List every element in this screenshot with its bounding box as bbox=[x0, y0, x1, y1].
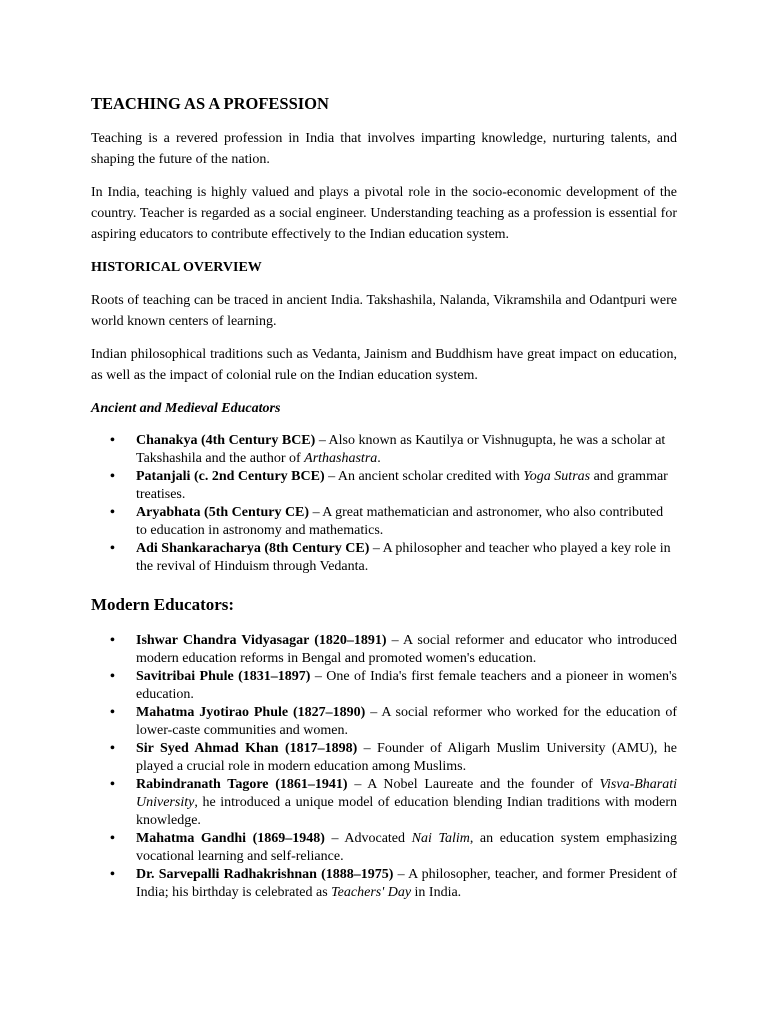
educator-work-title: Nai Talim bbox=[411, 831, 470, 846]
educator-work-title: Visva-Bharati University bbox=[136, 777, 678, 810]
educator-description-end: , he introduced a unique model of education blending Indian traditions with modern knowledge. bbox=[136, 795, 677, 828]
educator-description: – Advocated bbox=[324, 831, 412, 846]
ancient-educators-heading: Ancient and Medieval Educators bbox=[91, 401, 281, 416]
bullet-icon: • bbox=[110, 469, 115, 484]
list-item bbox=[110, 830, 677, 866]
list-item bbox=[110, 866, 677, 902]
educator-name: Mahatma Jyotirao Phule (1827–1890) bbox=[136, 705, 366, 720]
bullet-icon: • bbox=[110, 669, 115, 684]
bullet-icon: • bbox=[110, 741, 115, 756]
historical-paragraph-1: Roots of teaching can be traced in ancient India. Takshashila, Nalanda, Vikramshila and Odantpuri were world known centers of learning. bbox=[91, 293, 677, 329]
educator-name: Chanakya (4th Century BCE) bbox=[136, 433, 316, 448]
educator-description: – A social reformer who worked for the education of lower-caste communities and women. bbox=[136, 705, 677, 738]
list-item bbox=[110, 540, 677, 576]
list-item bbox=[110, 704, 677, 740]
bullet-icon: • bbox=[110, 633, 115, 648]
list-item bbox=[110, 740, 677, 776]
ancient-educators-list bbox=[110, 432, 677, 576]
educator-description: – A Nobel Laureate and the founder of bbox=[347, 777, 600, 792]
educator-description: – An ancient scholar credited with bbox=[324, 469, 524, 484]
educator-description: – A philosopher and teacher who played a key role in the revival of Hinduism through Vedanta. bbox=[136, 541, 671, 574]
educator-name: Savitribai Phule (1831–1897) bbox=[136, 669, 311, 684]
educator-work-title: Teachers' Day bbox=[331, 885, 412, 900]
page-title: TEACHING AS A PROFESSION bbox=[91, 94, 329, 113]
list-item bbox=[110, 632, 677, 668]
intro-paragraph-1: Teaching is a revered profession in India that involves imparting knowledge, nurturing talents, and shaping the future of the nation. bbox=[91, 131, 677, 167]
educator-description: – A philosopher, teacher, and former President of India; his birthday is celebrated as bbox=[136, 867, 677, 900]
educator-work-title: Yoga Sutras bbox=[523, 469, 591, 484]
educator-description: – A great mathematician and astronomer, who also contributed to education in astronomy and mathematics. bbox=[136, 505, 664, 538]
list-item bbox=[110, 776, 677, 830]
educator-description-end: and grammar treatises. bbox=[136, 469, 668, 502]
educator-work-title: Arthashastra bbox=[304, 451, 378, 466]
bullet-icon: • bbox=[110, 541, 115, 556]
educator-name: Adi Shankaracharya (8th Century CE) bbox=[136, 541, 370, 556]
educator-name: Sir Syed Ahmad Khan (1817–1898) bbox=[136, 741, 358, 756]
educator-description-end: . bbox=[377, 451, 381, 466]
bullet-icon: • bbox=[110, 831, 115, 846]
bullet-icon: • bbox=[110, 505, 115, 520]
bullet-icon: • bbox=[110, 433, 115, 448]
educator-name: Aryabhata (5th Century CE) bbox=[136, 505, 310, 520]
educator-description-end: in India. bbox=[411, 885, 462, 900]
educator-description: – One of India's first female teachers and a pioneer in women's education. bbox=[136, 669, 678, 702]
educator-description-end: , an education system emphasizing vocational learning and self-reliance. bbox=[136, 831, 677, 864]
bullet-icon: • bbox=[110, 867, 115, 882]
bullet-icon: • bbox=[110, 705, 115, 720]
educator-name: Dr. Sarvepalli Radhakrishnan (1888–1975) bbox=[136, 867, 394, 882]
list-item bbox=[110, 432, 677, 468]
modern-educators-heading: Modern Educators: bbox=[91, 595, 235, 614]
historical-overview-heading: HISTORICAL OVERVIEW bbox=[91, 260, 262, 275]
list-item bbox=[110, 668, 677, 704]
educator-name: Ishwar Chandra Vidyasagar (1820–1891) bbox=[136, 633, 387, 648]
educator-description: – Also known as Kautilya or Vishnugupta, he was a scholar at Takshashila and the author of bbox=[136, 433, 666, 466]
educator-description: – Founder of Aligarh Muslim University (AMU), he played a crucial role in modern education among Muslims. bbox=[136, 741, 678, 774]
educator-name: Rabindranath Tagore (1861–1941) bbox=[136, 777, 348, 792]
educator-name: Patanjali (c. 2nd Century BCE) bbox=[136, 469, 325, 484]
historical-paragraph-2: Indian philosophical traditions such as Vedanta, Jainism and Buddhism have great impact on education, as well as the impact of colonial rule on the Indian education system. bbox=[91, 347, 677, 383]
modern-educators-list bbox=[110, 632, 677, 902]
educator-name: Mahatma Gandhi (1869–1948) bbox=[136, 831, 325, 846]
list-item bbox=[110, 468, 677, 504]
intro-paragraph-2: In India, teaching is highly valued and plays a pivotal role in the socio-economic development of the country. Teacher is regarded as a social engineer. Understanding teaching as a profession is essential for aspiring educators to contribute effectively to the Indian education system. bbox=[91, 185, 677, 242]
educator-description: – A social reformer and educator who introduced modern education reforms in Bengal and promoted women's education. bbox=[136, 633, 678, 666]
list-item bbox=[110, 504, 677, 540]
bullet-icon: • bbox=[110, 777, 115, 792]
